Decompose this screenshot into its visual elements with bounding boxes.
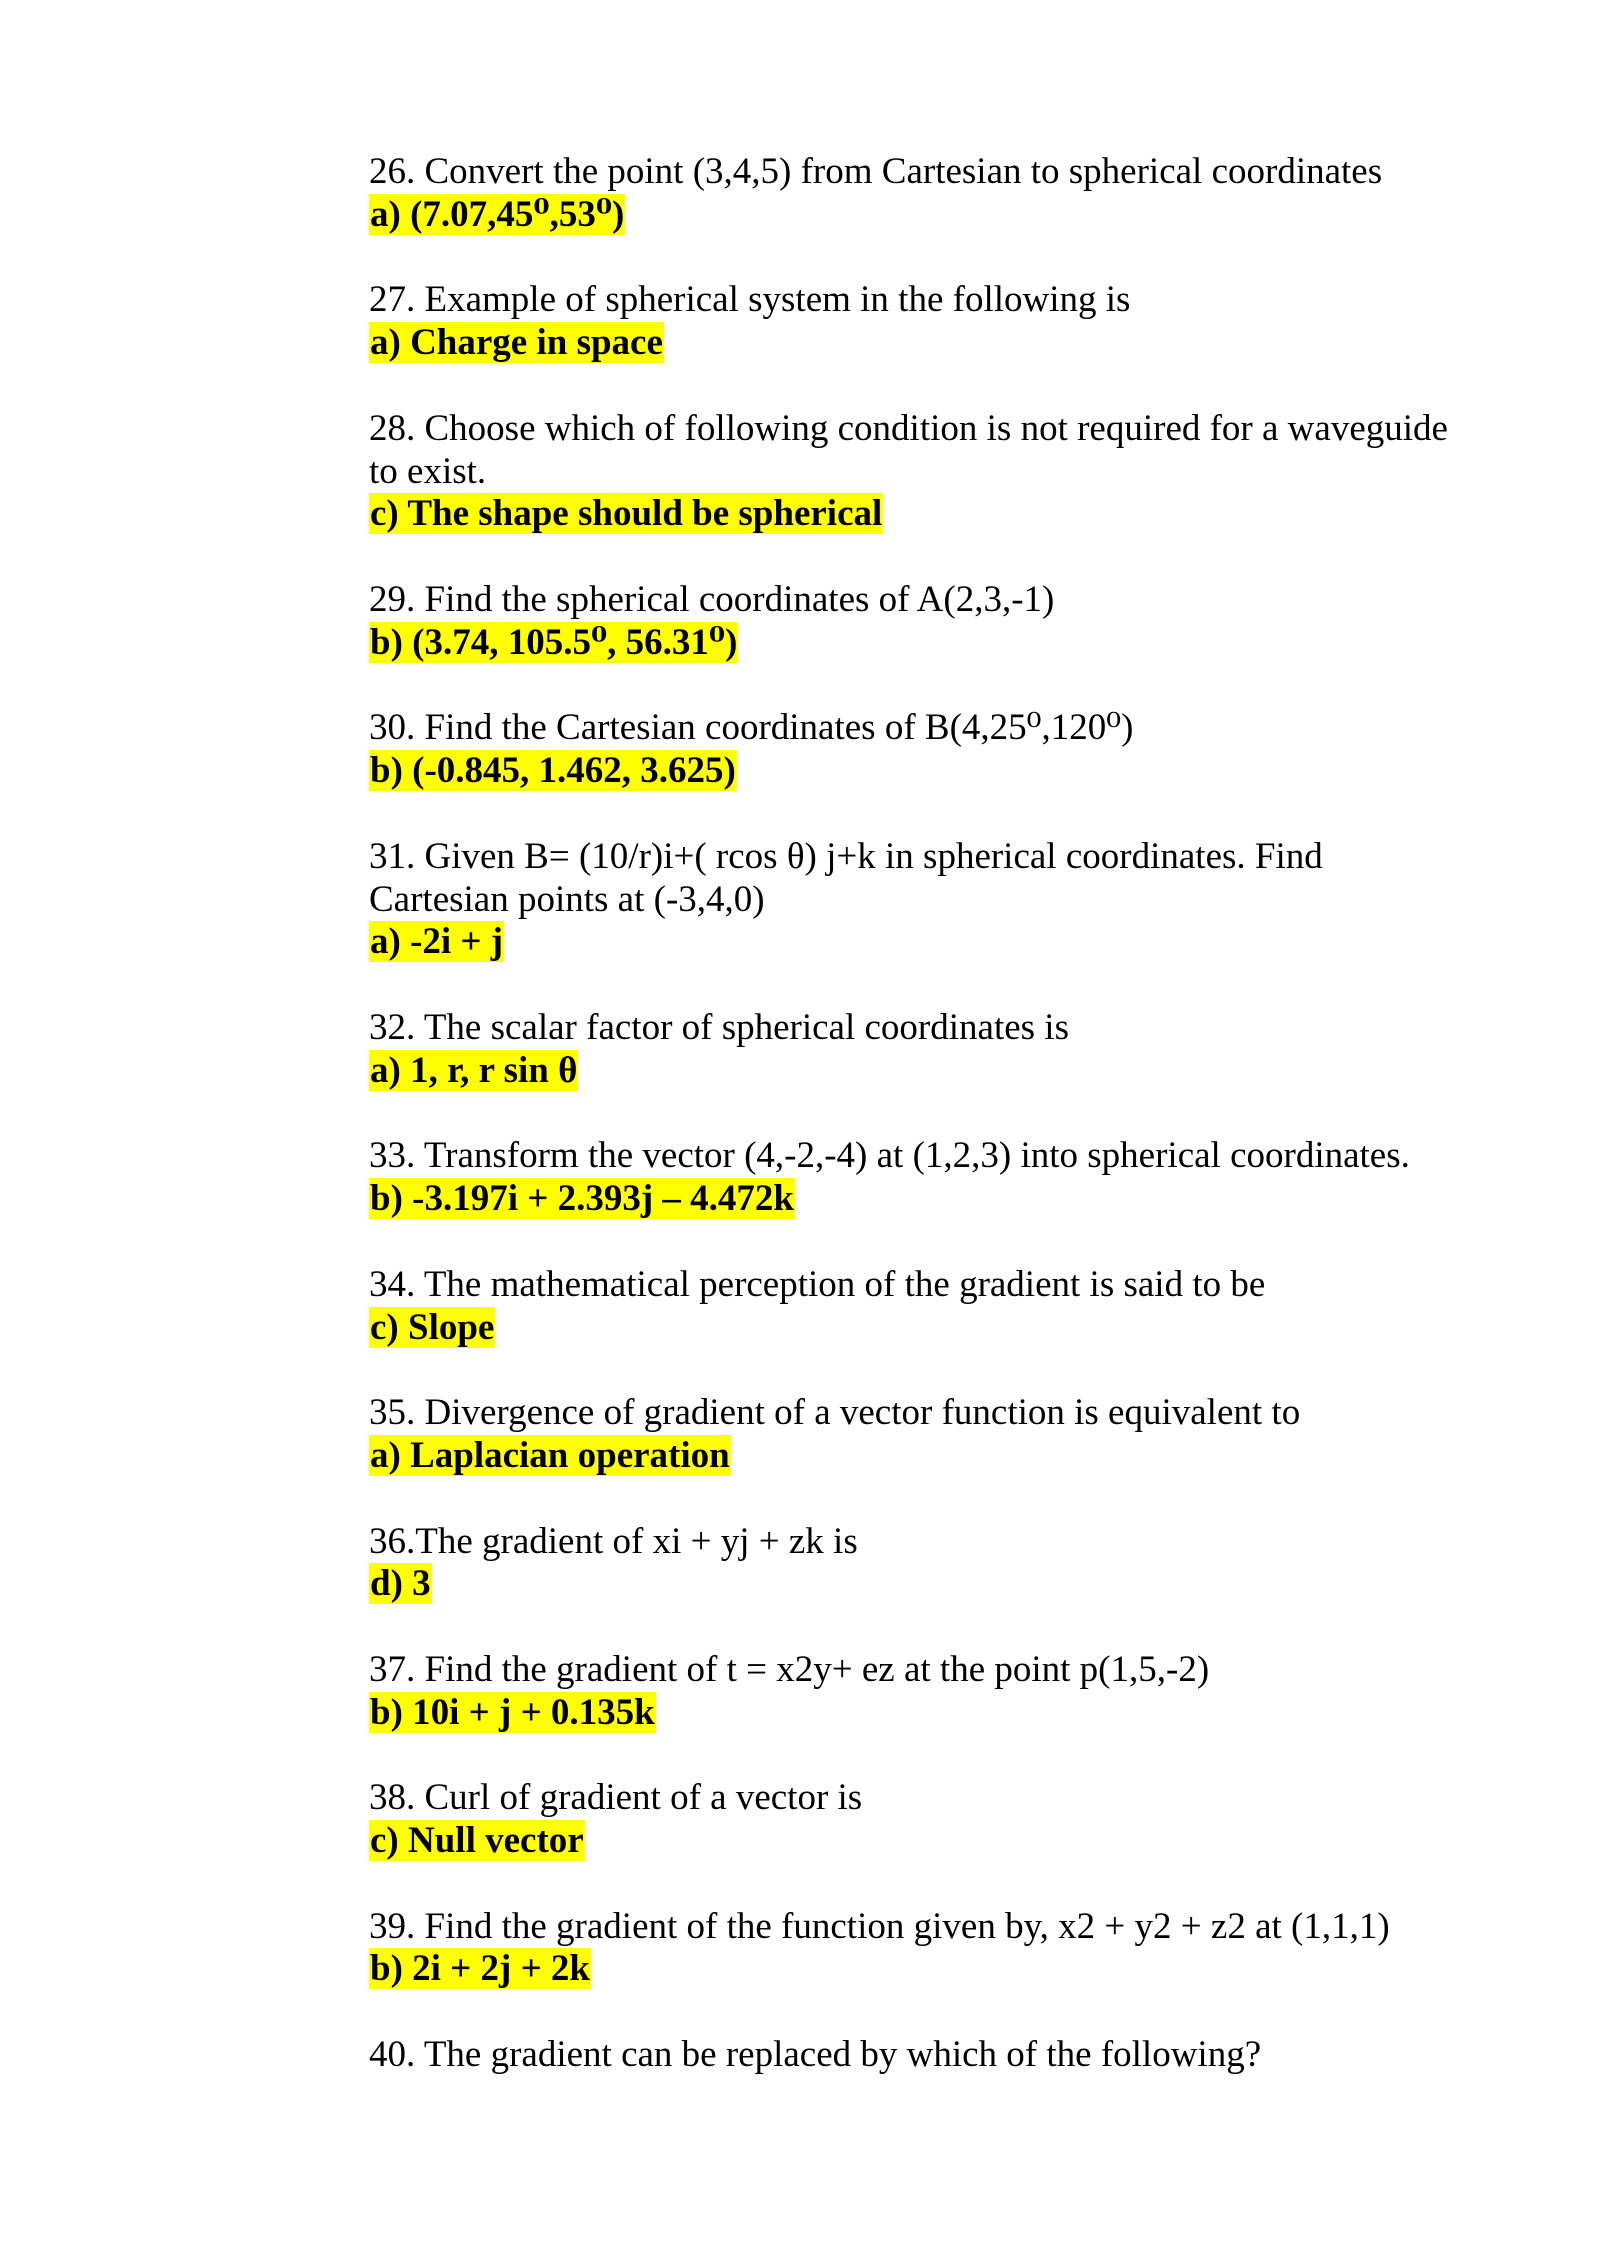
question-text: 40. The gradient can be replaced by which of the following?	[369, 2034, 1262, 2076]
question-block-30	[369, 707, 1509, 793]
answer-text: b) -3.197i + 2.393j – 4.472k	[370, 1178, 794, 1220]
question-block-31	[369, 836, 1509, 964]
question-block-29	[369, 579, 1509, 665]
answer-line	[369, 1178, 1509, 1221]
answer-line	[369, 194, 1509, 237]
answer-text: d) 3	[370, 1563, 431, 1605]
answer-text: c) Null vector	[370, 1820, 584, 1862]
question-text: 28. Choose which of following condition is not required for a waveguide	[369, 407, 1448, 449]
answer-line	[369, 322, 1509, 365]
answer-line	[369, 750, 1509, 793]
answer-line	[369, 1820, 1509, 1863]
answer-text: a) 1, r, r sin θ	[370, 1049, 578, 1091]
answer-line	[369, 622, 1509, 665]
answer-text: a) Charge in space	[370, 322, 663, 364]
answer-text: b) 2i + 2j + 2k	[370, 1948, 590, 1990]
answer-text: c) Slope	[370, 1306, 495, 1348]
question-block-38	[369, 1777, 1509, 1863]
question-text: 32. The scalar factor of spherical coordinates is	[369, 1006, 1069, 1048]
question-text: 36.The gradient of xi + yj + zk is	[369, 1520, 858, 1562]
question-block-40	[369, 2034, 1509, 2077]
answer-text: a) -2i + j	[370, 921, 504, 963]
question-block-36	[369, 1521, 1509, 1607]
answer-text: b) (-0.845, 1.462, 3.625)	[370, 750, 736, 792]
question-text: 35. Divergence of gradient of a vector function is equivalent to	[369, 1392, 1301, 1434]
question-text: 37. Find the gradient of t = x2y+ ez at the point p(1,5,-2)	[369, 1648, 1210, 1690]
answer-line	[369, 1692, 1509, 1735]
answer-line	[369, 1563, 1509, 1606]
question-text: 27. Example of spherical system in the following is	[369, 279, 1131, 321]
answer-line	[369, 1307, 1509, 1350]
question-text: 29. Find the spherical coordinates of A(2,3,-1)	[369, 578, 1055, 620]
question-block-32	[369, 1007, 1509, 1093]
question-block-39	[369, 1906, 1509, 1992]
answer-line	[369, 1435, 1509, 1478]
question-text-continued: to exist.	[369, 450, 487, 492]
answer-text: c) The shape should be spherical	[370, 493, 883, 535]
question-block-28	[369, 408, 1509, 536]
answer-line	[369, 1948, 1509, 1991]
question-text: 39. Find the gradient of the function given by, x2 + y2 + z2 at (1,1,1)	[369, 1905, 1390, 1947]
question-block-35	[369, 1392, 1509, 1478]
answer-line	[369, 493, 1509, 536]
question-block-26	[369, 151, 1509, 237]
question-text: 34. The mathematical perception of the gradient is said to be	[369, 1263, 1266, 1305]
question-text: 30. Find the Cartesian coordinates of B(4,25⁰,120⁰)	[369, 707, 1134, 749]
question-block-37	[369, 1649, 1509, 1735]
answer-text: a) (7.07,45⁰,53⁰)	[370, 193, 625, 235]
answer-text: b) (3.74, 105.5⁰, 56.31⁰)	[370, 621, 738, 663]
question-text-continued: Cartesian points at (-3,4,0)	[369, 878, 765, 920]
question-text: 31. Given B= (10/r)i+( rcos θ) j+k in spherical coordinates. Find	[369, 835, 1323, 877]
question-block-34	[369, 1264, 1509, 1350]
answer-line	[369, 921, 1509, 964]
answer-text: b) 10i + j + 0.135k	[370, 1691, 655, 1733]
question-text: 38. Curl of gradient of a vector is	[369, 1777, 863, 1819]
question-list	[369, 151, 1509, 2077]
question-text: 33. Transform the vector (4,-2,-4) at (1,2,3) into spherical coordinates.	[369, 1135, 1410, 1177]
question-text: 26. Convert the point (3,4,5) from Cartesian to spherical coordinates	[369, 151, 1383, 192]
answer-text: a) Laplacian operation	[370, 1434, 730, 1476]
question-block-33	[369, 1135, 1509, 1221]
question-block-27	[369, 279, 1509, 365]
answer-line	[369, 1050, 1509, 1093]
